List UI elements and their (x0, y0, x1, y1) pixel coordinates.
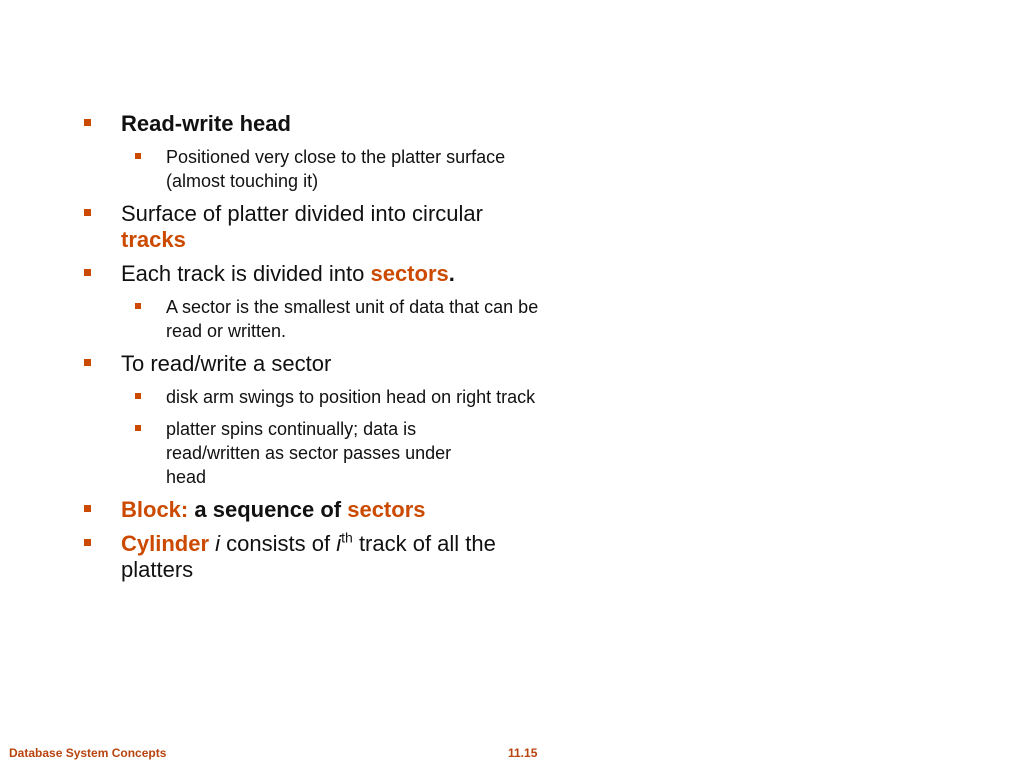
sub-bullet-line: read/written as sector passes under (166, 443, 452, 463)
bullet-surface-tracks (84, 201, 551, 253)
bullet-sectors (84, 261, 584, 287)
square-bullet-icon (84, 269, 91, 276)
variable-i: i (336, 531, 342, 556)
highlight-term: sectors (347, 497, 426, 522)
sub-bullet-line: head (166, 467, 207, 487)
square-bullet-icon (84, 209, 91, 216)
sub-bullet-positioned (84, 145, 556, 193)
variable-i: i (215, 531, 221, 556)
square-bullet-icon (84, 119, 91, 126)
sub-bullet-text: disk arm swings to position head on right track (166, 387, 536, 407)
highlight-term: tracks (121, 227, 186, 252)
square-bullet-icon (135, 153, 141, 159)
sub-bullet-disk-arm (84, 385, 546, 409)
square-bullet-icon (84, 505, 91, 512)
sub-bullet-sector-def (84, 295, 576, 343)
sub-bullet-text: A sector is the smallest unit of data that can be read or written. (166, 297, 539, 341)
bullet-end: . (448, 261, 455, 286)
bullet-read-write-head (84, 111, 584, 137)
term-label: Cylinder (121, 531, 210, 556)
bullet-cylinder (84, 531, 561, 583)
bullet-read-write-sector (84, 351, 584, 377)
bullet-text: Surface of platter divided into circular (121, 201, 483, 226)
bullet-block (84, 497, 584, 523)
bullet-list (84, 111, 584, 583)
bullet-text: track of all the platters (121, 531, 496, 582)
sub-bullet-platter-spins (84, 417, 584, 489)
bullet-text: Read-write head (121, 111, 291, 136)
bullet-text: a sequence of (194, 497, 342, 522)
square-bullet-icon (135, 393, 141, 399)
sub-bullet-line: platter spins continually; data is (166, 419, 417, 439)
ordinal-suffix: th (341, 529, 353, 546)
page-number: 11.15 (508, 746, 538, 760)
square-bullet-icon (135, 425, 141, 431)
bullet-text: consists of (226, 531, 331, 556)
term-label: Block: (121, 497, 189, 522)
footer-title: Database System Concepts (9, 746, 167, 760)
square-bullet-icon (84, 539, 91, 546)
highlight-term: sectors (370, 261, 449, 286)
sub-bullet-text: Positioned very close to the platter surface (almost touching it) (166, 147, 506, 191)
square-bullet-icon (135, 303, 141, 309)
bullet-text: Each track is divided into (121, 261, 365, 286)
bullet-text: To read/write a sector (121, 351, 332, 376)
square-bullet-icon (84, 359, 91, 366)
